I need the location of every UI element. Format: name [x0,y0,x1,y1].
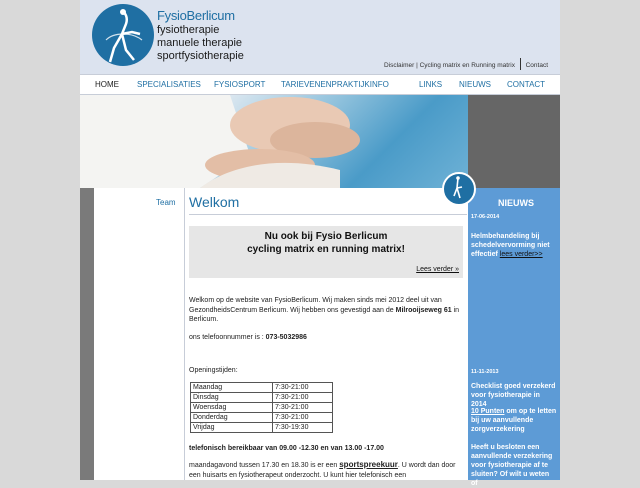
logo-icon[interactable] [92,4,154,66]
day-cell: Maandag [191,383,273,393]
title-divider [189,214,467,215]
news-item-title: Helmbehandeling bij schedelvervorming niet effectief [471,233,550,258]
tagline-2: manuele therapie [157,37,243,49]
day-cell: Woensdag [191,403,273,413]
news-item-text: om op te letten bij uw aanvullende zorgverzekering [471,408,557,433]
main-content [184,188,466,480]
intro-text [189,296,465,325]
phone-number: 073-5032986 [265,334,307,341]
promo-line-1: Nu ook bij Fysio Berlicum [264,231,388,242]
page [80,0,560,487]
news-heading: NIEUWS [498,198,534,208]
news-read-more-link[interactable]: lees verder>> [499,251,543,258]
sportspreekuur-link[interactable]: sportspreekuur [339,460,398,469]
toplink-separator [520,58,521,70]
news-sidebar [468,188,560,487]
news-item [471,407,557,434]
monday-text-b: . U wordt dan door een huisarts en fysiotherapeut onderzocht. U kunt hier telefonisch een [189,462,456,479]
header [80,0,560,74]
time-cell: 7:30-21:00 [273,393,333,403]
news-item [471,232,557,259]
sidebar-bar [80,188,94,480]
day-cell: Dinsdag [191,393,273,403]
ten-points-link[interactable]: 10 Punten [471,408,505,415]
hours-title: Openingstijden: [189,367,238,374]
sidebar-item-team[interactable]: Team [156,198,176,207]
news-date: 11-11-2013 [471,369,499,375]
phone-line [189,333,465,343]
news-badge-icon [442,172,476,206]
promo-read-more-link[interactable]: Lees verder » [416,266,459,273]
intro-text-b: in Berlicum. [189,306,460,323]
hero-banner-image [80,95,468,188]
page-title: Welkom [189,194,240,210]
cycling-matrix-link[interactable]: Cycling matrix en Running matrix [419,62,515,69]
table-row [191,383,333,393]
brand-name: FysioBerlicum [157,8,235,23]
top-links [384,58,548,70]
banner-side-panel [468,95,560,188]
disclaimer-link[interactable]: Disclaimer [383,62,415,69]
day-cell: Donderdag [191,413,273,423]
table-row [191,413,333,423]
promo-line-2: cycling matrix en running matrix! [247,244,405,255]
reachability-text: telefonisch bereikbaar van 09.00 -12.30 en van 13.00 -17.00 [189,445,384,452]
tagline-3: sportfysiotherapie [157,50,244,62]
nav-fysiosport[interactable]: FYSIOSPORT [214,80,266,89]
promo-box [189,226,463,278]
table-row [191,403,333,413]
day-cell: Vrijdag [191,423,273,433]
contact-link[interactable]: Contact [525,62,548,69]
news-item: Heeft u besloten een aanvullende verzekering voor fysiotherapie af te sluiten? Of wilt u weten of [471,444,553,487]
news-date: 17-06-2014 [471,214,500,220]
time-cell: 7:30-21:00 [273,383,333,393]
time-cell: 7:30-19:30 [273,423,333,433]
nav-links[interactable]: LINKS [419,80,443,89]
toplink-divider: | [416,62,420,69]
table-row [191,423,333,433]
nav-tarieven[interactable]: TARIEVENENPRAKTIJKINFO [281,80,389,89]
opening-hours-table [190,382,333,433]
main-nav [80,74,560,95]
monday-text-a: maandagavond tussen 17.30 en 18.30 is er een [189,462,340,469]
monday-text [189,460,465,480]
time-cell: 7:30-21:00 [273,413,333,423]
left-sidebar [80,188,184,480]
nav-home[interactable]: HOME [95,80,119,89]
nav-nieuws[interactable]: NIEUWS [459,80,491,89]
nav-contact[interactable]: CONTACT [507,80,546,89]
phone-label: ons telefoonnummer is : [189,334,266,341]
table-row [191,393,333,403]
intro-text-a: Welkom op de website van FysioBerlicum. Wij maken sinds mei 2012 deel uit van GezondheidsCentrum Berlicum. Wij hebben ons gevestigd aan de [189,297,442,314]
address: Milrooijseweg 61 [395,306,452,314]
news-item-checklist[interactable]: Checklist goed verzekerd voor fysiotherapie in 2014 [471,383,556,408]
time-cell: 7:30-21:00 [273,403,333,413]
tagline-1: fysiotherapie [157,24,220,36]
nav-specialisaties[interactable]: SPECIALISATIES [137,80,201,89]
